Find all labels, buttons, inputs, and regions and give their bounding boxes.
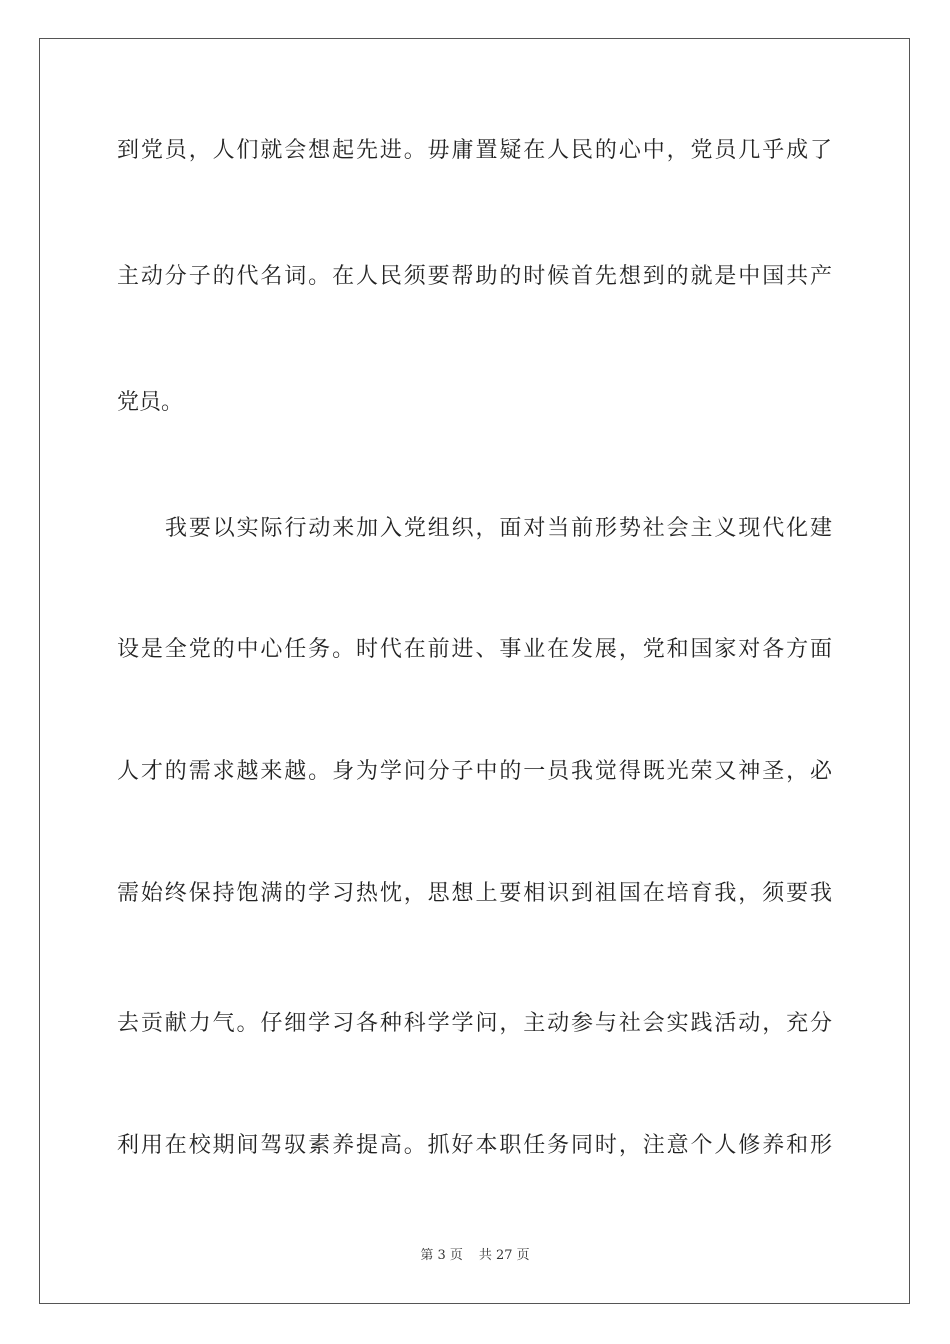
- page-border: [39, 38, 910, 1304]
- page-number: 第 3 页: [420, 1248, 463, 1263]
- text-line: 人才的需求越来越。身为学问分子中的一员我觉得既光荣又神圣，必: [117, 759, 832, 784]
- text-line: 去贡献力气。仔细学习各种科学学问，主动参与社会实践活动，充分: [117, 1011, 832, 1036]
- text-line: 主动分子的代名词。在人民须要帮助的时候首先想到的就是中国共产: [117, 264, 832, 289]
- page-footer: [0, 1247, 950, 1265]
- total-pages: 共 27 页: [478, 1248, 530, 1263]
- paragraph-first-line: 我要以实际行动来加入党组织，面对当前形势社会主义现代化建: [165, 516, 832, 541]
- text-line: 需始终保持饱满的学习热忱，思想上要相识到祖国在培育我，须要我: [117, 881, 832, 906]
- text-line: 利用在校期间驾驭素养提高。抓好本职任务同时，注意个人修养和形: [117, 1133, 832, 1158]
- text-line: 党员。: [117, 390, 184, 415]
- text-line: 设是全党的中心任务。时代在前进、事业在发展，党和国家对各方面: [117, 637, 832, 662]
- text-line: 到党员，人们就会想起先进。毋庸置疑在人民的心中，党员几乎成了: [117, 138, 832, 163]
